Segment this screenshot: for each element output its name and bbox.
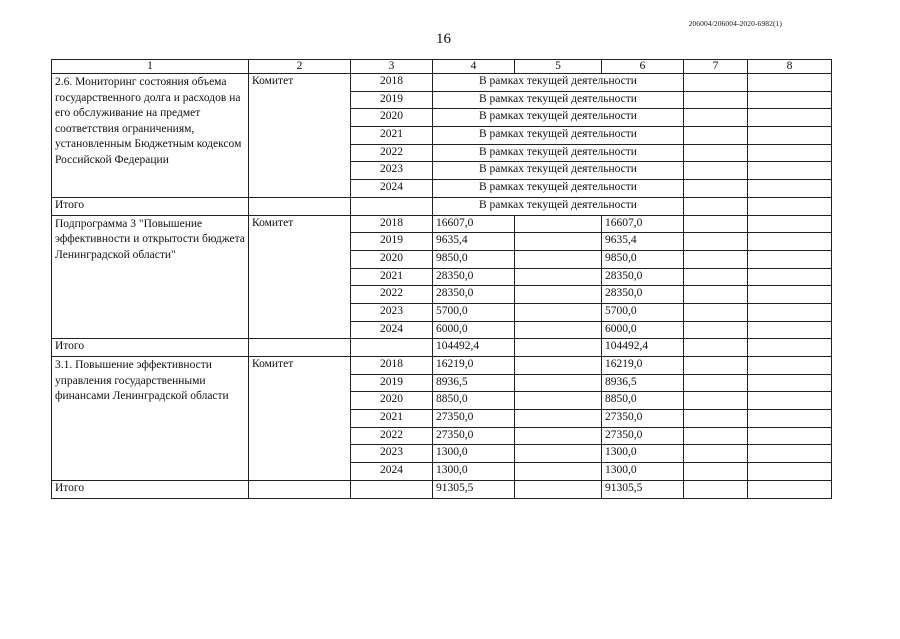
amount-total: 1300,0 [433, 463, 515, 481]
empty-cell [684, 339, 748, 357]
funding-note: В рамках текущей деятельности [433, 74, 684, 92]
activity-name: Подпрограмма 3 "Повышение эффективности и открытости бюджета Ленинградской области" [52, 215, 249, 339]
amount-federal [515, 268, 602, 286]
empty-cell [748, 215, 832, 233]
empty-cell [684, 480, 748, 498]
empty-cell [684, 180, 748, 198]
empty-cell [684, 321, 748, 339]
column-header: 1 [52, 60, 249, 74]
empty-cell [748, 427, 832, 445]
funding-note: В рамках текущей деятельности [433, 180, 684, 198]
executor-cell: Комитет [249, 357, 351, 481]
empty-cell [684, 463, 748, 481]
column-header: 8 [748, 60, 832, 74]
amount-regional: 16219,0 [602, 357, 684, 375]
empty-cell [748, 197, 832, 215]
amount-total: 9850,0 [433, 250, 515, 268]
activity-name: 2.6. Мониторинг состояния объема государственного долга и расходов на его обслуживание на предмет соответствия ограничениям, установленным Бюджетным кодексом Российской Федерации [52, 74, 249, 198]
header-row [52, 60, 832, 74]
amount-federal [515, 427, 602, 445]
year-cell: 2018 [351, 357, 433, 375]
empty-cell [684, 109, 748, 127]
amount-federal [515, 303, 602, 321]
amount-federal [515, 215, 602, 233]
year-cell: 2023 [351, 303, 433, 321]
empty-cell [748, 268, 832, 286]
amount-total: 9635,4 [433, 233, 515, 251]
amount-federal [515, 286, 602, 304]
amount-federal [515, 463, 602, 481]
year-cell: 2021 [351, 127, 433, 145]
funding-note: В рамках текущей деятельности [433, 144, 684, 162]
amount-regional: 28350,0 [602, 268, 684, 286]
empty-cell [684, 374, 748, 392]
year-cell: 2019 [351, 233, 433, 251]
amount-regional: 5700,0 [602, 303, 684, 321]
empty-cell [249, 197, 351, 215]
amount-total: 1300,0 [433, 445, 515, 463]
year-cell: 2020 [351, 392, 433, 410]
year-cell: 2020 [351, 109, 433, 127]
empty-cell [748, 180, 832, 198]
empty-cell [684, 162, 748, 180]
empty-cell [748, 410, 832, 428]
empty-cell [748, 303, 832, 321]
empty-cell [748, 357, 832, 375]
amount-regional: 9850,0 [602, 250, 684, 268]
amount-federal [515, 250, 602, 268]
amount-total: 5700,0 [433, 303, 515, 321]
funding-note: В рамках текущей деятельности [433, 162, 684, 180]
executor-cell: Комитет [249, 74, 351, 198]
empty-cell [684, 215, 748, 233]
amount-regional: 8936,5 [602, 374, 684, 392]
amount-federal [515, 480, 602, 498]
amount-total: 28350,0 [433, 286, 515, 304]
empty-cell [748, 250, 832, 268]
year-cell: 2019 [351, 91, 433, 109]
funding-note: В рамках текущей деятельности [433, 127, 684, 145]
empty-cell [684, 303, 748, 321]
empty-cell [351, 339, 433, 357]
page-number: 16 [436, 31, 451, 47]
amount-regional: 9635,4 [602, 233, 684, 251]
column-header: 6 [602, 60, 684, 74]
amount-federal [515, 357, 602, 375]
amount-total: 6000,0 [433, 321, 515, 339]
amount-federal [515, 374, 602, 392]
total-row [52, 339, 832, 357]
amount-federal [515, 233, 602, 251]
empty-cell [684, 144, 748, 162]
total-row [52, 197, 832, 215]
empty-cell [684, 268, 748, 286]
empty-cell [684, 392, 748, 410]
amount-total: 16219,0 [433, 357, 515, 375]
empty-cell [748, 480, 832, 498]
empty-cell [684, 74, 748, 92]
year-cell: 2024 [351, 321, 433, 339]
amount-federal [515, 410, 602, 428]
year-cell: 2024 [351, 180, 433, 198]
empty-cell [249, 339, 351, 357]
empty-cell [748, 144, 832, 162]
empty-cell [684, 357, 748, 375]
amount-regional: 1300,0 [602, 463, 684, 481]
amount-total: 8850,0 [433, 392, 515, 410]
year-cell: 2022 [351, 427, 433, 445]
amount-total: 91305,5 [433, 480, 515, 498]
empty-cell [748, 286, 832, 304]
amount-total: 27350,0 [433, 410, 515, 428]
activity-name: 3.1. Повышение эффективности управления государственными финансами Ленинградской области [52, 357, 249, 481]
amount-total: 28350,0 [433, 268, 515, 286]
year-cell: 2019 [351, 374, 433, 392]
empty-cell [748, 339, 832, 357]
year-cell: 2018 [351, 215, 433, 233]
year-cell: 2023 [351, 162, 433, 180]
column-header: 7 [684, 60, 748, 74]
empty-cell [684, 127, 748, 145]
amount-federal [515, 445, 602, 463]
budget-table [51, 59, 832, 499]
column-header: 5 [515, 60, 602, 74]
empty-cell [748, 74, 832, 92]
amount-federal [515, 339, 602, 357]
empty-cell [748, 445, 832, 463]
total-label: Итого [52, 197, 249, 215]
amount-regional: 104492,4 [602, 339, 684, 357]
amount-regional: 27350,0 [602, 427, 684, 445]
empty-cell [351, 197, 433, 215]
empty-cell [684, 445, 748, 463]
empty-cell [684, 233, 748, 251]
total-label: Итого [52, 339, 249, 357]
amount-regional: 27350,0 [602, 410, 684, 428]
empty-cell [684, 286, 748, 304]
column-header: 4 [433, 60, 515, 74]
amount-regional: 6000,0 [602, 321, 684, 339]
empty-cell [748, 162, 832, 180]
empty-cell [748, 233, 832, 251]
total-label: Итого [52, 480, 249, 498]
year-cell: 2021 [351, 410, 433, 428]
empty-cell [684, 197, 748, 215]
empty-cell [684, 91, 748, 109]
empty-cell [748, 109, 832, 127]
amount-regional: 28350,0 [602, 286, 684, 304]
empty-cell [748, 392, 832, 410]
column-header: 2 [249, 60, 351, 74]
executor-cell: Комитет [249, 215, 351, 339]
funding-note: В рамках текущей деятельности [433, 109, 684, 127]
amount-regional: 91305,5 [602, 480, 684, 498]
year-cell: 2018 [351, 74, 433, 92]
table-row [52, 357, 832, 375]
amount-regional: 8850,0 [602, 392, 684, 410]
column-header: 3 [351, 60, 433, 74]
empty-cell [748, 127, 832, 145]
empty-cell [684, 250, 748, 268]
amount-federal [515, 321, 602, 339]
year-cell: 2020 [351, 250, 433, 268]
empty-cell [748, 321, 832, 339]
amount-total: 27350,0 [433, 427, 515, 445]
empty-cell [249, 480, 351, 498]
amount-federal [515, 392, 602, 410]
year-cell: 2022 [351, 144, 433, 162]
year-cell: 2023 [351, 445, 433, 463]
empty-cell [351, 480, 433, 498]
table-row [52, 215, 832, 233]
funding-note: В рамках текущей деятельности [433, 91, 684, 109]
amount-regional: 16607,0 [602, 215, 684, 233]
amount-total: 16607,0 [433, 215, 515, 233]
empty-cell [748, 374, 832, 392]
total-row [52, 480, 832, 498]
funding-note: В рамках текущей деятельности [433, 197, 684, 215]
year-cell: 2021 [351, 268, 433, 286]
amount-total: 8936,5 [433, 374, 515, 392]
amount-total: 104492,4 [433, 339, 515, 357]
document-id: 206004/206004-2020-6982(1) [688, 19, 782, 28]
empty-cell [748, 463, 832, 481]
amount-regional: 1300,0 [602, 445, 684, 463]
empty-cell [748, 91, 832, 109]
empty-cell [684, 410, 748, 428]
year-cell: 2022 [351, 286, 433, 304]
table-row [52, 74, 832, 92]
year-cell: 2024 [351, 463, 433, 481]
empty-cell [684, 427, 748, 445]
